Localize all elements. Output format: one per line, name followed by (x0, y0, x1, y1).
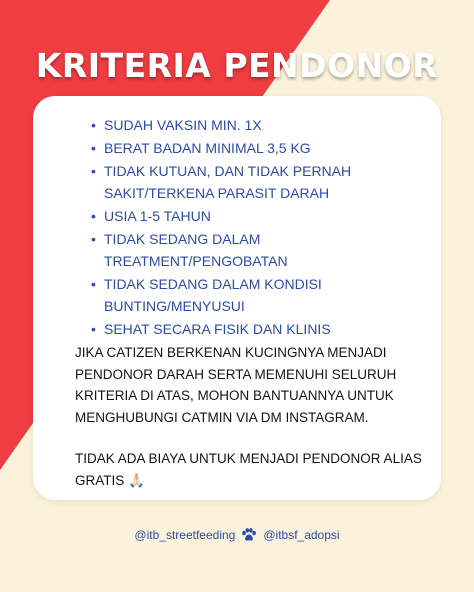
criteria-item (91, 205, 411, 227)
criteria-text: USIA 1-5 TAHUN (104, 208, 211, 224)
bullet-icon: • (91, 231, 96, 247)
criteria-text: TIDAK KUTUAN, DAN TIDAK PERNAH SAKIT/TERKENA PARASIT DARAH (104, 163, 352, 201)
criteria-text: SEHAT SECARA FISIK DAN KLINIS (104, 321, 331, 337)
criteria-text: SUDAH VAKSIN MIN. 1X (104, 117, 262, 133)
instagram-handle-adopsi[interactable]: @itbsf_adopsi (263, 528, 340, 542)
criteria-text: BERAT BADAN MINIMAL 3,5 KG (104, 140, 311, 156)
criteria-item (91, 114, 411, 136)
criteria-text: TIDAK SEDANG DALAM TREATMENT/PENGOBATAN (104, 231, 288, 269)
info-paragraph: JIKA CATIZEN BERKENAN KUCINGNYA MENJADI PENDONOR DARAH SERTA MEMENUHI SELURUH KRITERIA DI ATAS, MOHON BANTUANNYA UNTUK MENGHUBUNGI CATMIN VIA DM INSTAGRAM. (75, 345, 397, 425)
criteria-list (91, 114, 411, 341)
free-note-paragraph: TIDAK ADA BIAYA UNTUK MENJADI PENDONOR ALIAS GRATIS 🙏🏻 (75, 451, 422, 488)
bullet-icon: • (91, 276, 96, 292)
criteria-item (91, 137, 411, 159)
bullet-icon: • (91, 321, 96, 337)
bullet-icon: • (91, 140, 96, 156)
bullet-icon: • (91, 208, 96, 224)
paw-icon (241, 528, 257, 542)
criteria-text: TIDAK SEDANG DALAM KONDISI BUNTING/MENYUSUI (104, 276, 322, 314)
bullet-icon: • (91, 163, 96, 179)
footer-handles (0, 528, 474, 542)
criteria-item (91, 318, 411, 340)
criteria-item (91, 160, 411, 204)
content-card (33, 96, 441, 500)
page-title: KRITERIA PENDONOR (35, 46, 439, 85)
criteria-item (91, 228, 411, 272)
instagram-handle-streetfeeding[interactable]: @itb_streetfeeding (134, 528, 236, 542)
criteria-item (91, 273, 411, 317)
bullet-icon: • (91, 117, 96, 133)
